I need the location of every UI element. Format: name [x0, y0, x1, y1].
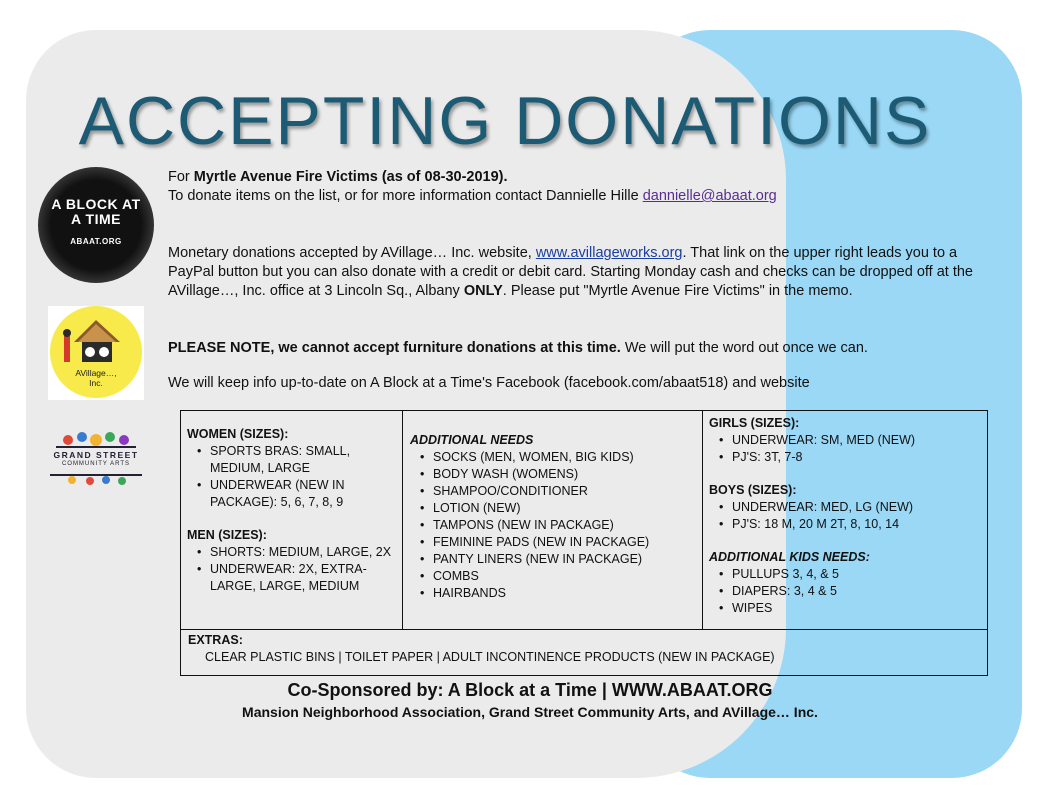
- avillageworks-link[interactable]: www.avillageworks.org: [535, 245, 683, 261]
- abaat-logo-line2: A TIME: [71, 211, 121, 227]
- avillage-logo-line1: AVillage…,: [75, 368, 117, 378]
- list-item: • LOTION (NEW): [433, 500, 700, 517]
- girls-heading: GIRLS (SIZES):: [709, 416, 800, 430]
- needs-col-kids: [709, 415, 985, 617]
- note-paragraph: [168, 339, 998, 358]
- extras-text: CLEAR PLASTIC BINS | TOILET PAPER | ADULT INCONTINENCE PRODUCTS (NEW IN PACKAGE): [205, 650, 775, 664]
- monetary-text-3: . Please put "Myrtle Avenue Fire Victims" in the memo.: [502, 283, 853, 299]
- additional-list: [410, 449, 700, 602]
- avillage-logo-line2: Inc.: [89, 378, 103, 388]
- facebook-paragraph: We will keep info up-to-date on A Block at a Time's Facebook (facebook.com/abaat518) and website: [168, 375, 810, 391]
- additional-heading: ADDITIONAL NEEDS: [410, 433, 534, 447]
- list-item: • UNDERWEAR: SM, MED (NEW): [732, 432, 985, 449]
- women-heading: WOMEN (SIZES):: [187, 427, 289, 441]
- men-heading: MEN (SIZES):: [187, 528, 267, 542]
- women-list: [187, 443, 399, 511]
- sponsor-line1: Co-Sponsored by: A Block at a Time | WWW.ABAAT.ORG: [287, 680, 773, 700]
- abaat-logo-url: ABAAT.ORG: [70, 237, 122, 246]
- list-item: • SOCKS (MEN, WOMEN, BIG KIDS): [433, 449, 700, 466]
- contact-text: To donate items on the list, or for more information contact Dannielle Hille: [168, 188, 643, 204]
- list-item: • UNDERWEAR: MED, LG (NEW): [732, 499, 985, 516]
- needs-table: [180, 410, 988, 676]
- intro-block: [168, 168, 998, 206]
- list-item: • PANTY LINERS (NEW IN PACKAGE): [433, 551, 700, 568]
- needs-col-additional: [410, 432, 700, 602]
- list-item: • COMBS: [433, 568, 700, 585]
- kids-heading: ADDITIONAL KIDS NEEDS:: [709, 550, 870, 564]
- kids-list: [709, 566, 985, 617]
- extras-heading: EXTRAS:: [188, 633, 243, 647]
- intro-for-label: For: [168, 169, 194, 185]
- boys-heading: BOYS (SIZES):: [709, 483, 797, 497]
- grand-street-logo-line2: COMMUNITY ARTS: [61, 461, 131, 467]
- contact-email-link[interactable]: dannielle@abaat.org: [642, 188, 777, 204]
- list-item: • WIPES: [732, 600, 985, 617]
- page-title: ACCEPTING DONATIONS: [78, 83, 932, 159]
- monetary-text-2: . That link on the upper right leads you to a PayPal button but you can also donate with a credit or debit card. Starting Monday cash and checks can be dropped off at the AVillage…, Inc. office at 3 Lincoln Sq., Albany: [168, 245, 973, 299]
- list-item: • SHORTS: MEDIUM, LARGE, 2X: [210, 544, 399, 561]
- list-item: • FEMININE PADS (NEW IN PACKAGE): [433, 534, 700, 551]
- avillage-logo: [48, 306, 144, 400]
- note-rest: We will put the word out once we can.: [620, 340, 868, 356]
- monetary-only: ONLY: [463, 283, 503, 299]
- extras-row: [188, 632, 775, 666]
- grand-street-logo: [46, 428, 146, 486]
- needs-col-adults: [187, 426, 399, 595]
- list-item: • BODY WASH (WOMENS): [433, 466, 700, 483]
- list-item: • UNDERWEAR: 2X, EXTRA-LARGE, LARGE, MEDIUM: [210, 561, 399, 595]
- sponsor-line2: Mansion Neighborhood Association, Grand Street Community Arts, and AVillage… Inc.: [242, 704, 818, 720]
- list-item: • TAMPONS (NEW IN PACKAGE): [433, 517, 700, 534]
- list-item: • PJ'S: 18 M, 20 M 2T, 8, 10, 14: [732, 516, 985, 533]
- intro-for-bold: Myrtle Avenue Fire Victims (as of 08-30-2019).: [193, 169, 508, 185]
- men-list: [187, 544, 399, 595]
- girls-list: [709, 432, 985, 466]
- monetary-text-1: Monetary donations accepted by AVillage… Inc. website,: [168, 245, 536, 261]
- abaat-logo: [38, 167, 154, 283]
- list-item: • SPORTS BRAS: SMALL, MEDIUM, LARGE: [210, 443, 399, 477]
- list-item: • PJ'S: 3T, 7-8: [732, 449, 985, 466]
- abaat-logo-line1: A BLOCK AT: [51, 196, 141, 212]
- list-item: • HAIRBANDS: [433, 585, 700, 602]
- note-bold: PLEASE NOTE, we cannot accept furniture donations at this time.: [168, 340, 621, 356]
- list-item: • DIAPERS: 3, 4 & 5: [732, 583, 985, 600]
- boys-list: [709, 499, 985, 533]
- monetary-paragraph: [168, 244, 998, 301]
- list-item: • SHAMPOO/CONDITIONER: [433, 483, 700, 500]
- list-item: • UNDERWEAR (NEW IN PACKAGE): 5, 6, 7, 8, 9: [210, 477, 399, 511]
- list-item: • PULLUPS 3, 4, & 5: [732, 566, 985, 583]
- grand-street-logo-line1: GRAND STREET: [53, 450, 139, 460]
